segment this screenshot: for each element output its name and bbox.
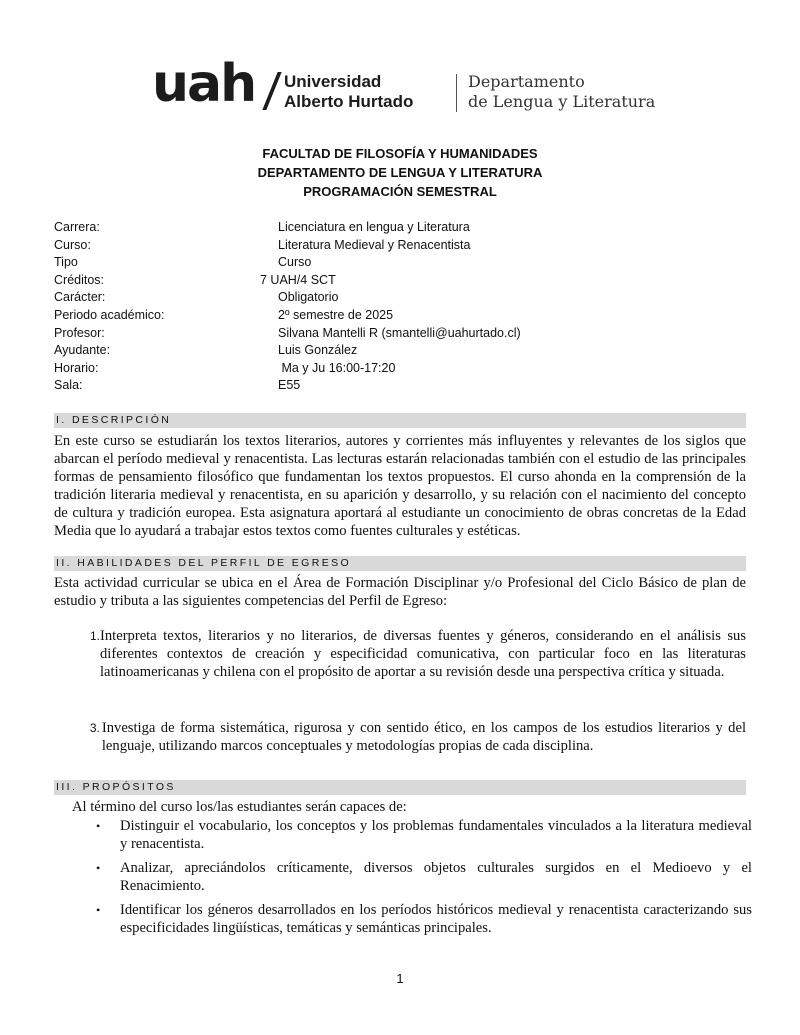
department-heading: DEPARTAMENTO DE LENGUA Y LITERATURA	[257, 165, 543, 180]
info-label: Periodo académico:	[54, 307, 165, 322]
list-item-text: Identificar los géneros desarrollados en los períodos históricos medieval y renacentista caracterizando sus especificidades lingüísticas, temáticas y semánticas principales.	[120, 902, 752, 936]
info-label: Carácter:	[54, 290, 106, 305]
info-row-horario	[54, 360, 521, 378]
info-value: Licenciatura en lengua y Literatura	[278, 220, 470, 234]
info-label: Curso:	[54, 237, 91, 252]
section-header-habilidades: II. HABILIDADES DEL PERFIL DE EGRESO	[54, 556, 746, 571]
list-item	[54, 627, 746, 681]
document-headings	[0, 144, 800, 201]
info-value: Ma y Ju 16:00-17:20	[278, 360, 396, 375]
faculty-heading: FACULTAD DE FILOSOFÍA Y HUMANIDADES	[262, 146, 538, 161]
info-row-caracter	[54, 289, 521, 307]
info-value: Luis González	[278, 343, 358, 358]
bullet-icon: •	[96, 861, 101, 875]
info-row-sala	[54, 377, 521, 395]
info-row-tipo	[54, 254, 521, 272]
list-item	[96, 859, 752, 895]
list-item-text: Distinguir el vocabulario, los conceptos y los problemas fundamentales vinculados a la literatura medieval y renacentista.	[120, 818, 752, 852]
list-item	[96, 817, 752, 853]
logo-university-line1: Universidad	[284, 72, 382, 91]
list-item-number: 3.	[89, 721, 100, 735]
info-value: 2º semestre de 2025	[278, 307, 394, 322]
bullet-icon: •	[96, 819, 101, 833]
info-value: Literatura Medieval y Renacentista	[278, 237, 471, 252]
logo-university	[284, 72, 413, 112]
section-header-descripcion: I. DESCRIPCIÓN	[54, 413, 746, 428]
bullet-icon: •	[96, 903, 101, 917]
logo-separator	[456, 74, 457, 112]
info-row-ayudante	[54, 342, 521, 360]
info-label: Profesor:	[54, 325, 105, 340]
list-item-text: Investiga de forma sistemática, rigurosa y con sentido ético, en los campos de los estudios literarios y del lenguaje, utilizando marcos conceptuales y metodologías propias de cada disciplina.	[101, 720, 746, 754]
info-value: Obligatorio	[278, 290, 339, 305]
info-row-periodo	[54, 307, 521, 325]
university-logo	[152, 54, 672, 116]
info-row-creditos	[54, 272, 521, 290]
logo-university-line2: Alberto Hurtado	[284, 92, 414, 111]
list-item	[96, 901, 752, 937]
list-item-number: 1.	[89, 629, 100, 643]
info-value: E55	[278, 378, 301, 393]
info-row-curso	[54, 237, 521, 255]
info-value: 7 UAH/4 SCT	[260, 272, 336, 287]
info-label: Carrera:	[54, 220, 100, 234]
list-item-text: Interpreta textos, literarios y no literarios, de diversas fuentes y géneros, considerando en el análisis sus diferentes contextos de creación y especificidad comunicativa, con particular foco en las literaturas latinoamericanas y chilena con el propósito de aportar a su revisión desde una perspectiva crítica y situada.	[100, 628, 746, 680]
program-heading: PROGRAMACIÓN SEMESTRAL	[303, 184, 497, 199]
info-label: Sala:	[54, 378, 83, 393]
propositos-list	[96, 817, 752, 943]
info-label: Tipo	[54, 255, 78, 270]
section-header-propositos: III. PROPÓSITOS	[54, 780, 746, 795]
propositos-intro: Al término del curso los/las estudiantes serán capaces de:	[72, 799, 407, 815]
info-value: Silvana Mantelli R (smantelli@uahurtado.cl)	[278, 325, 521, 340]
logo-mark: uah	[152, 54, 256, 114]
list-item-text: Analizar, apreciándolos críticamente, diversos objetos culturales surgidos en el Medioevo y el Renacimiento.	[120, 860, 752, 894]
logo-department	[468, 72, 655, 112]
logo-department-line1: Departamento	[468, 72, 585, 91]
logo-department-line2: de Lengua y Literatura	[468, 92, 656, 111]
page-number: 1	[396, 971, 404, 986]
logo-slash	[262, 72, 281, 110]
course-info-table	[54, 219, 521, 395]
info-label: Créditos:	[54, 272, 105, 287]
list-item	[54, 719, 746, 755]
info-label: Horario:	[54, 360, 99, 375]
info-row-profesor	[54, 325, 521, 343]
descripcion-paragraph: En este curso se estudiarán los textos literarios, autores y corrientes más influyentes y relevantes de los siglos que abarcan el período medieval y renacentista. Las lecturas estarán relacionadas también con el estudio de las principales formas de pensamiento filosófico que fundamentan los textos propuestos. El curso ahonda en la comprensión de la tradición literaria medieval y renacentista, en su aparición y desarrollo, y su relación con el nacimiento del concepto de cultura y tradición europea. Esta asignatura aportará al estudiante un conocimiento de obras concretas de la Edad Media que lo ayudará a trabajar estos textos como fuentes culturales y estéticas.	[54, 433, 746, 539]
habilidades-intro: Esta actividad curricular se ubica en el Área de Formación Disciplinar y/o Profesional del Ciclo Básico de plan de estudio y tributa a las siguientes competencias del Perfil de Egreso:	[54, 575, 746, 609]
info-value: Curso	[278, 255, 312, 270]
info-label: Ayudante:	[54, 343, 111, 358]
info-row-carrera	[54, 219, 521, 237]
